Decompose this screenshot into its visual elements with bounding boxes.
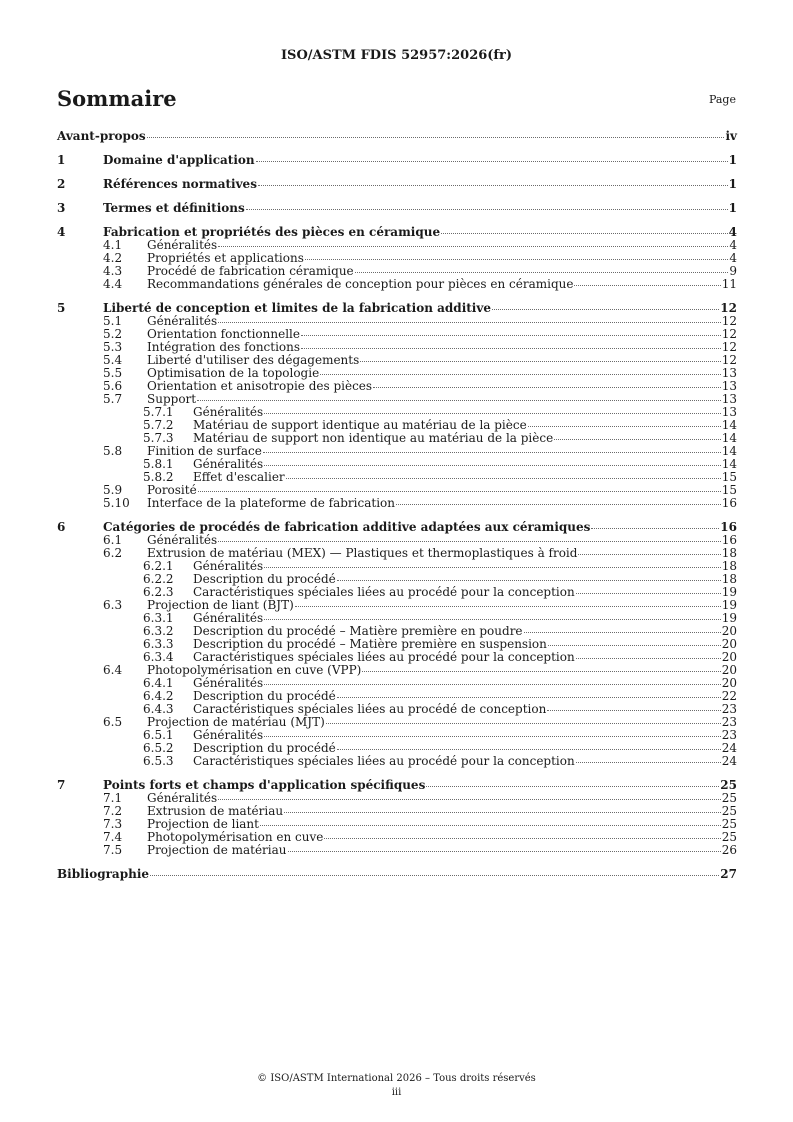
toc-entry-number: 5.7.2 xyxy=(143,418,174,432)
toc-entry-page: 20 xyxy=(721,663,737,677)
toc-entry-page: 20 xyxy=(721,637,737,651)
toc-entry-title: Généralités xyxy=(147,238,218,252)
toc-entry-title: Propriétés et applications xyxy=(147,251,304,265)
toc-dot-leader xyxy=(548,645,721,646)
toc-entry-number: 6.2.1 xyxy=(143,559,174,573)
toc-entry-page: 20 xyxy=(721,650,737,664)
toc-entry-number: 7.2 xyxy=(103,804,123,818)
toc-dot-leader xyxy=(362,671,720,672)
toc-entry-title: Matériau de support identique au matériau de la pièce xyxy=(193,418,527,432)
toc-entry-title: Termes et définitions xyxy=(103,201,245,215)
toc-entry-title: Fabrication et propriétés des pièces en céramique xyxy=(103,225,441,239)
toc-dot-leader xyxy=(547,710,720,711)
toc-entry-title: Généralités xyxy=(193,559,264,573)
toc-entry-page: 9 xyxy=(729,264,737,278)
toc-entry-title: Généralités xyxy=(147,533,218,547)
toc-dot-leader xyxy=(264,567,721,568)
toc-dot-leader xyxy=(574,285,720,286)
toc-entry-number: 5.8 xyxy=(103,444,123,458)
toc-entry-page: 1 xyxy=(728,177,737,191)
toc-entry-page: 1 xyxy=(728,153,737,167)
toc-entry-page: 19 xyxy=(721,611,737,625)
toc-entry-page: 25 xyxy=(721,804,737,818)
toc-entry-number: 5.7.3 xyxy=(143,431,174,445)
toc-dot-leader xyxy=(197,400,721,401)
toc-entry-number: 4.4 xyxy=(103,277,123,291)
toc-entry-title: Optimisation de la topologie xyxy=(147,366,320,380)
toc-dot-leader xyxy=(301,335,721,336)
toc-entry-page: 22 xyxy=(721,689,737,703)
toc-entry-page: 23 xyxy=(721,702,737,716)
toc-dot-leader xyxy=(337,697,721,698)
toc-dot-leader xyxy=(326,723,721,724)
toc-entry-number: 6.4.3 xyxy=(143,702,174,716)
toc-entry-page: 14 xyxy=(721,431,737,445)
toc-entry-number: 6.1 xyxy=(103,533,123,547)
toc-entry-title: Porosité xyxy=(147,483,197,497)
toc-entry-title: Description du procédé – Matière première en poudre xyxy=(193,624,523,638)
toc-entry-number: 6.3.3 xyxy=(143,637,174,651)
toc-dot-leader xyxy=(218,246,728,247)
toc-entry-page: 19 xyxy=(721,585,737,599)
toc-dot-leader xyxy=(264,619,721,620)
page-footer xyxy=(0,1072,793,1100)
toc-dot-leader xyxy=(305,259,728,260)
toc-entry-title: Description du procédé xyxy=(193,572,336,586)
toc-entry-title: Intégration des fonctions xyxy=(147,340,301,354)
toc-entry-page: 27 xyxy=(720,867,737,881)
toc-entry-title: Généralités xyxy=(193,457,264,471)
toc-entry-title: Références normatives xyxy=(103,177,257,191)
toc-entry-page: 25 xyxy=(720,778,737,792)
toc-entry-title: Finition de surface xyxy=(147,444,262,458)
toc-dot-leader xyxy=(256,161,728,162)
toc-entry-title: Projection de liant (BJT) xyxy=(147,598,294,612)
page-column-label: Page xyxy=(708,93,736,106)
toc-entry-page: 16 xyxy=(721,533,737,547)
toc-entry-page: 18 xyxy=(721,572,737,586)
toc-entry-title: Catégories de procédés de fabrication additive adaptées aux céramiques xyxy=(103,520,591,534)
toc-entry-title: Caractéristiques spéciales liées au procédé de conception xyxy=(193,702,547,716)
toc-entry-number: 5.7.1 xyxy=(143,405,174,419)
toc-entry-title: Généralités xyxy=(193,611,264,625)
toc-dot-leader xyxy=(258,185,728,186)
toc-entry-number: 5.5 xyxy=(103,366,123,380)
toc-dot-leader xyxy=(426,786,719,787)
toc-entry-page: 25 xyxy=(721,791,737,805)
toc-entry-number: 6.5 xyxy=(103,715,123,729)
toc-dot-leader xyxy=(264,684,721,685)
toc-dot-leader xyxy=(218,322,721,323)
toc-entry-title: Points forts et champs d'application spécifiques xyxy=(103,778,426,792)
toc-dot-leader xyxy=(441,233,728,234)
toc-entry-number: 1 xyxy=(57,153,66,167)
toc-entry-page: 18 xyxy=(721,546,737,560)
toc-dot-leader xyxy=(260,825,721,826)
toc-entry-page: 14 xyxy=(721,444,737,458)
toc-dot-leader xyxy=(147,137,725,138)
toc-entry-page: 1 xyxy=(728,201,737,215)
toc-entry-number: 5.3 xyxy=(103,340,123,354)
toc-entry-page: 11 xyxy=(721,277,737,291)
toc-entry-page: 13 xyxy=(721,405,737,419)
toc-entry-page: 13 xyxy=(721,392,737,406)
toc-dot-leader xyxy=(528,426,721,427)
toc-dot-leader xyxy=(218,541,721,542)
toc-entry-title: Liberté d'utiliser des dégagements xyxy=(147,353,360,367)
toc-entry-number: 6 xyxy=(57,520,66,534)
toc-entry-page: iv xyxy=(725,129,737,143)
toc-entry-page: 14 xyxy=(721,457,737,471)
toc-entry-title: Projection de matériau xyxy=(147,843,287,857)
toc-entry-number: 5.6 xyxy=(103,379,123,393)
toc-entry[interactable] xyxy=(57,202,737,215)
toc-entry-number: 6.2.2 xyxy=(143,572,174,586)
toc-entry-page: 4 xyxy=(729,251,737,265)
toc-dot-leader xyxy=(264,413,721,414)
toc-dot-leader xyxy=(524,632,721,633)
toc-dot-leader xyxy=(554,439,721,440)
toc-dot-leader xyxy=(578,554,720,555)
toc-entry-page: 15 xyxy=(721,483,737,497)
page-number: iii xyxy=(391,1087,402,1098)
toc-entry-title: Caractéristiques spéciales liées au procédé pour la conception xyxy=(193,585,575,599)
toc-dot-leader xyxy=(576,593,721,594)
toc-entry-title: Caractéristiques spéciales liées au procédé pour la conception xyxy=(193,650,575,664)
toc-entry-number: 5.9 xyxy=(103,483,123,497)
toc-dot-leader xyxy=(246,209,728,210)
toc-dot-leader xyxy=(591,528,719,529)
toc-entry-title: Recommandations générales de conception pour pièces en céramique xyxy=(147,277,574,291)
toc-dot-leader xyxy=(320,374,721,375)
toc-entry-title: Projection de liant xyxy=(147,817,259,831)
toc-dot-leader xyxy=(337,749,721,750)
toc-dot-leader xyxy=(284,812,721,813)
toc-dot-leader xyxy=(492,309,719,310)
toc-entry-title: Projection de matériau (MJT) xyxy=(147,715,325,729)
toc-entry-title: Généralités xyxy=(147,791,218,805)
toc-entry-number: 5.8.2 xyxy=(143,470,174,484)
toc-entry-title: Extrusion de matériau (MEX) — Plastiques et thermoplastiques à froid xyxy=(147,546,578,560)
toc-entry-title: Description du procédé xyxy=(193,741,336,755)
toc-entry-number: 4.3 xyxy=(103,264,123,278)
toc-entry-title: Caractéristiques spéciales liées au procédé pour la conception xyxy=(193,754,575,768)
toc-entry-page: 15 xyxy=(721,470,737,484)
toc-entry-page: 19 xyxy=(721,598,737,612)
toc-dot-leader xyxy=(263,452,721,453)
toc-dot-leader xyxy=(286,478,721,479)
toc-entry-number: 4.1 xyxy=(103,238,123,252)
toc-entry-title: Photopolymérisation en cuve (VPP) xyxy=(147,663,362,677)
toc-entry-number: 4 xyxy=(57,225,66,239)
toc-entry-page: 14 xyxy=(721,418,737,432)
toc-entry-title: Extrusion de matériau xyxy=(147,804,284,818)
toc-entry-page: 24 xyxy=(721,741,737,755)
toc-entry-number: 6.4.2 xyxy=(143,689,174,703)
toc-entry-number: 5.4 xyxy=(103,353,123,367)
toc-entry-page: 13 xyxy=(721,366,737,380)
toc-entry-title: Liberté de conception et limites de la fabrication additive xyxy=(103,301,491,315)
toc-entry-page: 25 xyxy=(721,830,737,844)
toc-entry[interactable] xyxy=(57,130,737,143)
toc-entry-number: 6.3.4 xyxy=(143,650,174,664)
toc-entry-page: 20 xyxy=(721,676,737,690)
toc-entry-number: 5 xyxy=(57,301,66,315)
toc-entry-title: Généralités xyxy=(193,728,264,742)
toc-entry[interactable] xyxy=(57,178,737,191)
toc-entry[interactable] xyxy=(57,497,737,510)
toc-entry-number: 6.4 xyxy=(103,663,123,677)
toc-entry-title: Description du procédé xyxy=(193,689,336,703)
toc-entry-title: Orientation et anisotropie des pièces xyxy=(147,379,373,393)
toc-dot-leader xyxy=(288,851,721,852)
toc-entry-title: Support xyxy=(147,392,197,406)
toc-dot-leader xyxy=(576,762,721,763)
toc-entry-title: Description du procédé – Matière première en suspension xyxy=(193,637,547,651)
toc-entry-number: 5.8.1 xyxy=(143,457,174,471)
toc-dot-leader xyxy=(324,838,720,839)
toc-entry-number: 6.5.3 xyxy=(143,754,174,768)
toc-entry-page: 12 xyxy=(720,301,737,315)
toc-entry-title: Effet d'escalier xyxy=(193,470,285,484)
toc-entry-number: 5.1 xyxy=(103,314,123,328)
toc-entry-page: 26 xyxy=(721,843,737,857)
toc-dot-leader xyxy=(264,465,721,466)
toc-entry-number: 4.2 xyxy=(103,251,123,265)
toc-entry-page: 23 xyxy=(721,715,737,729)
toc-dot-leader xyxy=(396,504,721,505)
toc-entry-number: 6.2 xyxy=(103,546,123,560)
toc-entry-title: Photopolymérisation en cuve xyxy=(147,830,324,844)
toc-entry-title: Généralités xyxy=(147,314,218,328)
toc-entry-title: Généralités xyxy=(193,405,264,419)
toc-entry-page: 20 xyxy=(721,624,737,638)
toc-dot-leader xyxy=(360,361,720,362)
table-of-contents xyxy=(57,130,737,881)
toc-entry-title: Bibliographie xyxy=(57,867,150,881)
toc-entry-number: 6.2.3 xyxy=(143,585,174,599)
toc-entry-title: Orientation fonctionnelle xyxy=(147,327,300,341)
toc-entry-page: 4 xyxy=(729,238,737,252)
toc-entry-number: 7.4 xyxy=(103,830,123,844)
toc-entry-title: Généralités xyxy=(193,676,264,690)
toc-entry-page: 16 xyxy=(721,496,737,510)
toc-entry-page: 25 xyxy=(721,817,737,831)
toc-entry-number: 7 xyxy=(57,778,66,792)
toc-dot-leader xyxy=(264,736,721,737)
toc-dot-leader xyxy=(373,387,721,388)
toc-dot-leader xyxy=(355,272,729,273)
toc-entry-number: 6.5.1 xyxy=(143,728,174,742)
toc-entry-title: Domaine d'application xyxy=(103,153,255,167)
toc-entry-number: 6.5.2 xyxy=(143,741,174,755)
toc-entry-number: 5.10 xyxy=(103,496,130,510)
toc-entry-title: Matériau de support non identique au matériau de la pièce xyxy=(193,431,554,445)
toc-dot-leader xyxy=(337,580,721,581)
toc-entry-page: 16 xyxy=(720,520,737,534)
toc-dot-leader xyxy=(150,875,719,876)
toc-entry-number: 2 xyxy=(57,177,66,191)
toc-entry-page: 13 xyxy=(721,379,737,393)
toc-entry-number: 6.3.2 xyxy=(143,624,174,638)
toc-dot-leader xyxy=(198,491,721,492)
toc-entry-page: 18 xyxy=(721,559,737,573)
toc-entry[interactable] xyxy=(57,755,737,768)
toc-entry-number: 3 xyxy=(57,201,66,215)
copyright-notice: © ISO/ASTM International 2026 – Tous droits réservés xyxy=(257,1073,536,1084)
toc-entry-number: 6.4.1 xyxy=(143,676,174,690)
toc-entry[interactable] xyxy=(57,278,737,291)
toc-entry-page: 24 xyxy=(721,754,737,768)
toc-entry-number: 5.2 xyxy=(103,327,123,341)
toc-entry-title: Avant-propos xyxy=(57,129,146,143)
toc-entry-number: 6.3.1 xyxy=(143,611,174,625)
toc-entry-number: 7.3 xyxy=(103,817,123,831)
toc-entry-number: 7.5 xyxy=(103,843,123,857)
toc-entry-title: Procédé de fabrication céramique xyxy=(147,264,354,278)
document-header: ISO/ASTM FDIS 52957:2026(fr) xyxy=(280,48,513,63)
toc-dot-leader xyxy=(218,799,721,800)
toc-dot-leader xyxy=(576,658,721,659)
toc-entry[interactable] xyxy=(57,154,737,167)
toc-entry-number: 7.1 xyxy=(103,791,123,805)
toc-entry-page: 12 xyxy=(721,327,737,341)
toc-entry-number: 6.3 xyxy=(103,598,123,612)
toc-entry[interactable] xyxy=(57,844,737,857)
toc-entry-page: 23 xyxy=(721,728,737,742)
toc-entry-page: 12 xyxy=(721,314,737,328)
page-title: Sommaire xyxy=(57,86,177,111)
toc-entry-page: 4 xyxy=(728,225,737,239)
toc-entry[interactable] xyxy=(57,868,737,881)
toc-entry-page: 12 xyxy=(721,353,737,367)
toc-entry-page: 12 xyxy=(721,340,737,354)
toc-dot-leader xyxy=(295,606,721,607)
toc-entry-number: 5.7 xyxy=(103,392,123,406)
toc-entry-title: Interface de la plateforme de fabrication xyxy=(147,496,395,510)
toc-dot-leader xyxy=(301,348,721,349)
